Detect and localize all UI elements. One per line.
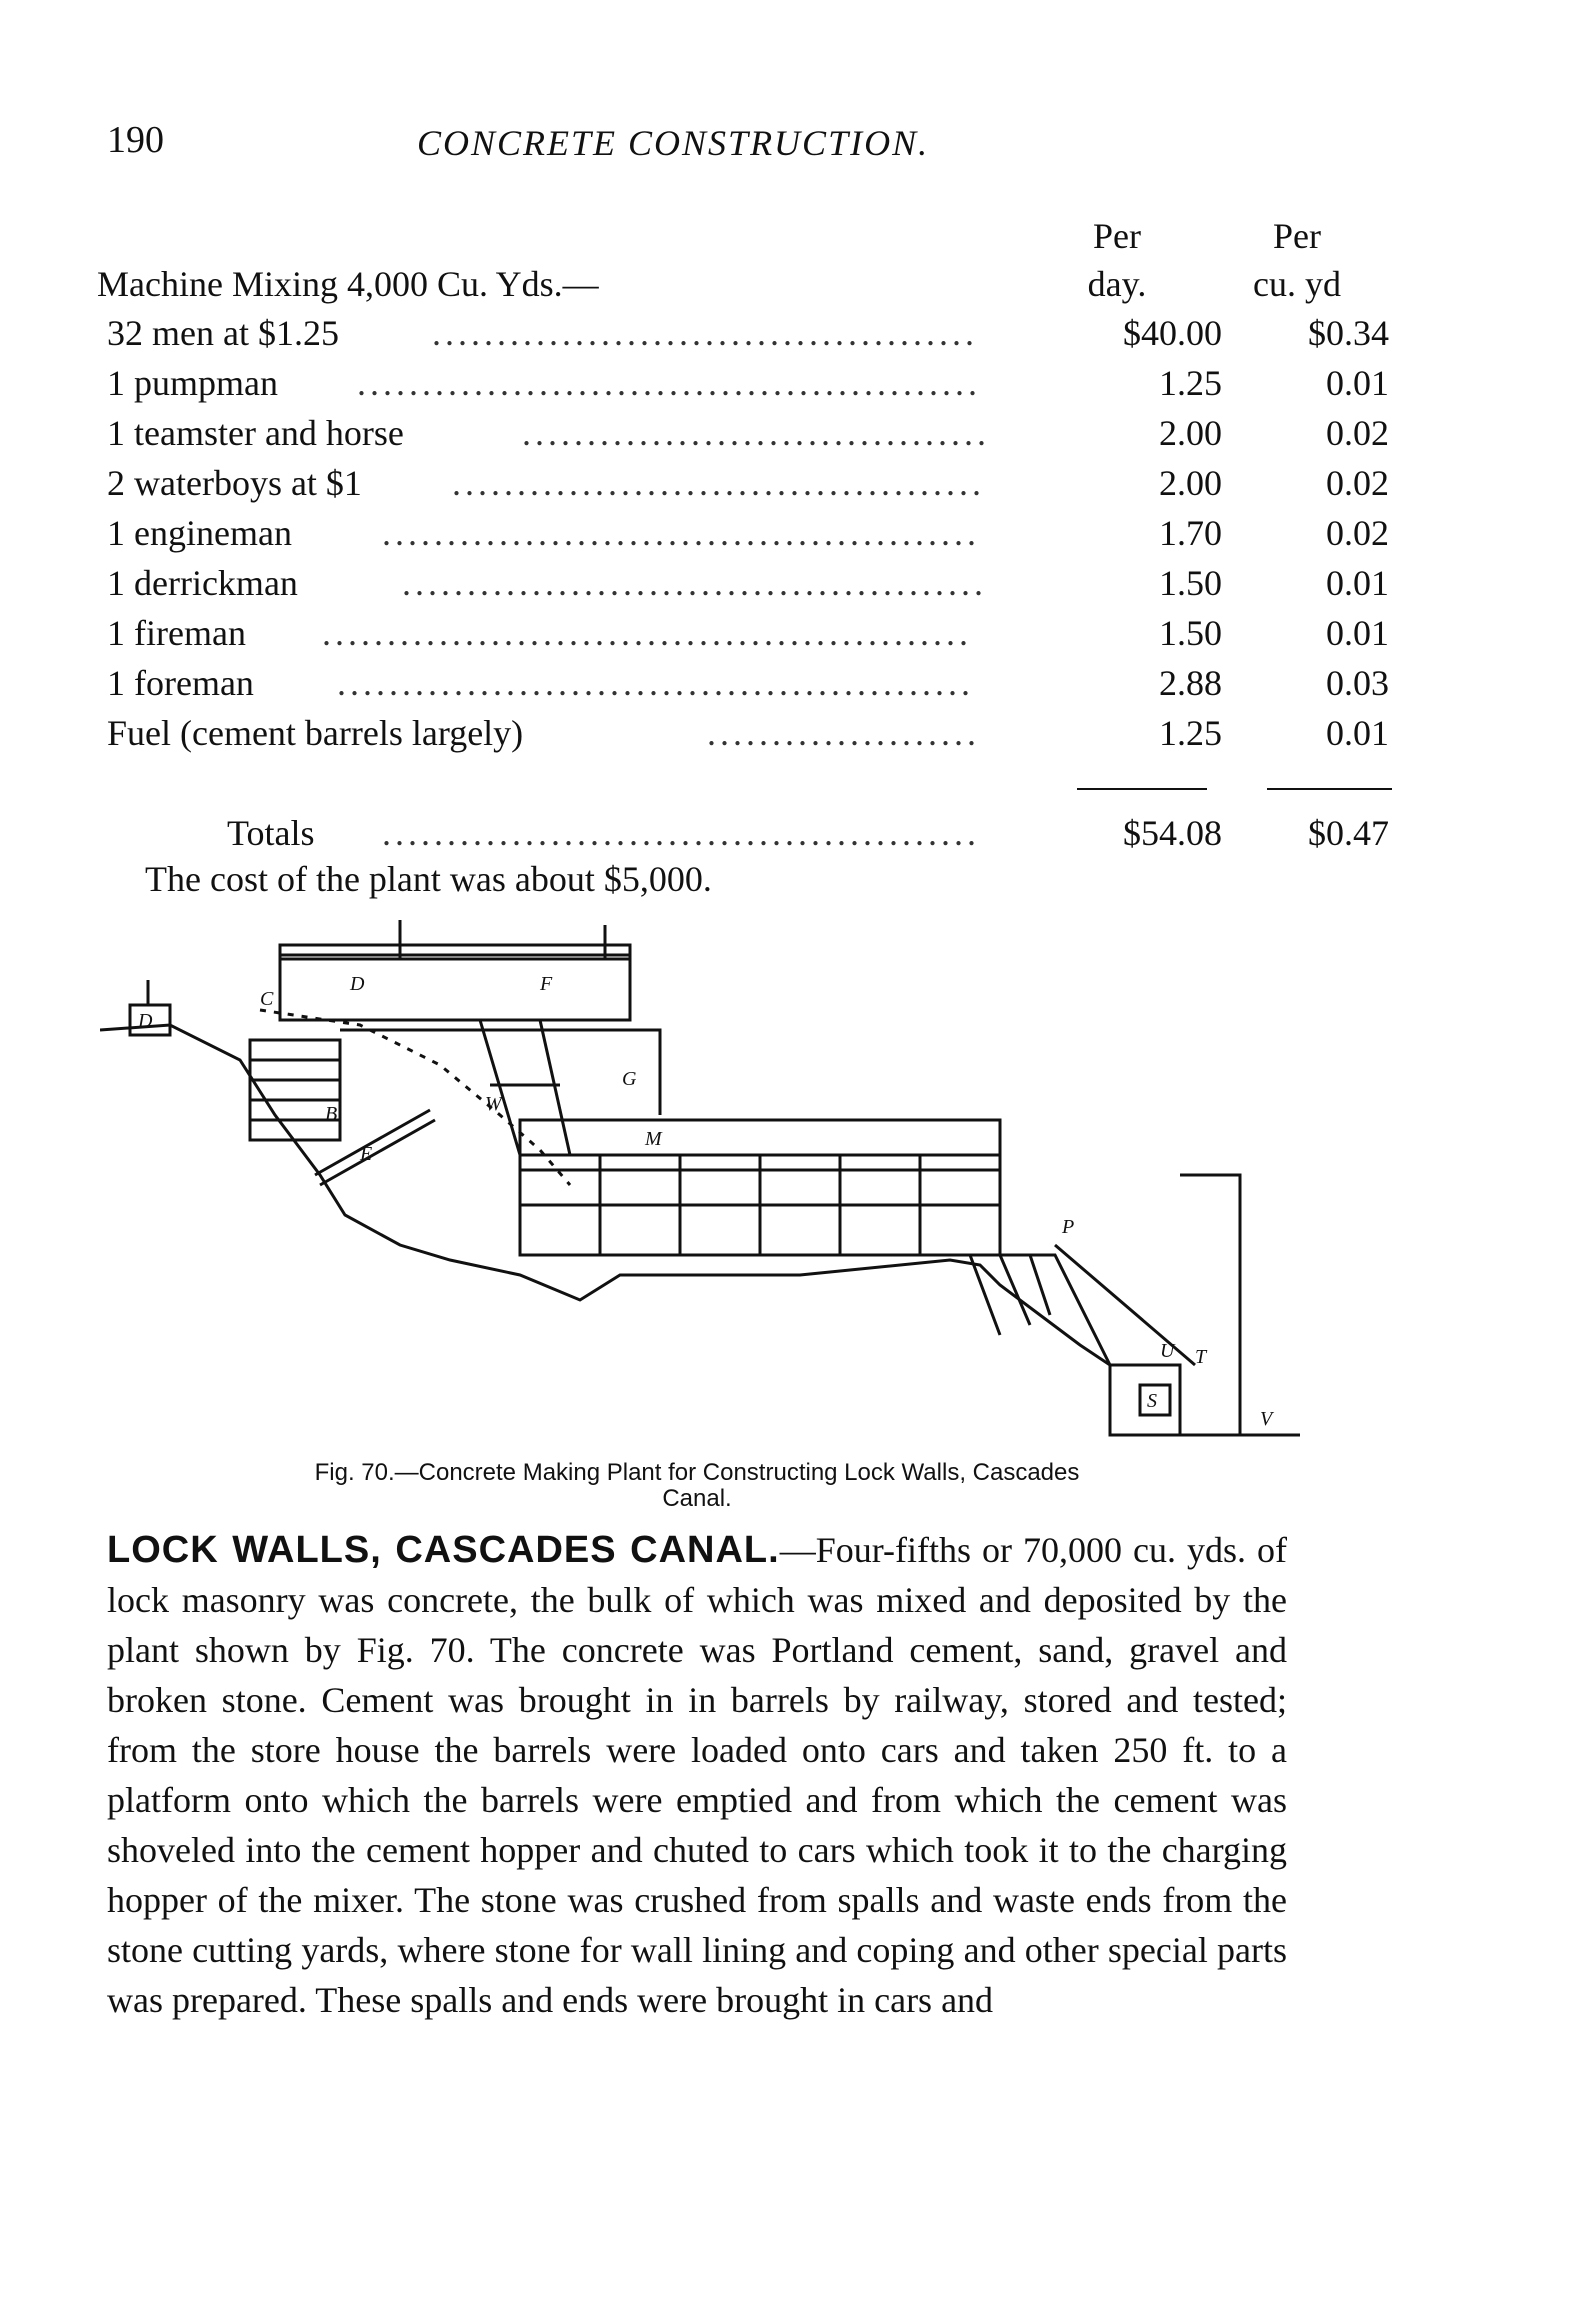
col-per-cuyd-header [1202, 212, 1392, 308]
row-per-day: 1.25 [1159, 713, 1222, 753]
label-g: G [622, 1068, 637, 1090]
sum-rule-per-cuyd [1267, 788, 1392, 790]
row-per-cuyd: 0.01 [1326, 713, 1389, 753]
dot-leader: ............................................. [402, 563, 987, 603]
table-row [107, 362, 1389, 412]
figure-caption [107, 1460, 1287, 1512]
col-per-day-line1: Per [1093, 216, 1141, 256]
dot-leader: .................................................. [322, 613, 972, 653]
table-row [107, 562, 1389, 612]
row-per-cuyd: 0.03 [1326, 663, 1389, 703]
col-per-cuyd-line1: Per [1273, 216, 1321, 256]
row-per-day: 2.00 [1159, 413, 1222, 453]
upper-building [280, 955, 630, 1020]
label-t: T [1195, 1346, 1207, 1368]
row-per-cuyd: $0.34 [1308, 313, 1389, 353]
page-header [107, 118, 1287, 178]
dot-leader: ......................................... [452, 463, 985, 503]
dot-leader: .......................................... [432, 313, 978, 353]
row-per-cuyd: 0.02 [1326, 463, 1389, 503]
label-e: E [360, 1143, 373, 1165]
col-per-cuyd-line2: cu. yd [1253, 264, 1341, 304]
dot-leader: .............................................. [382, 513, 980, 553]
caption-line-2: Canal. [662, 1485, 732, 1512]
row-per-cuyd: 0.02 [1326, 413, 1389, 453]
dot-leader: ................................................ [357, 363, 981, 403]
row-item: Fuel (cement barrels largely) [107, 713, 524, 753]
row-per-day: $40.00 [1123, 313, 1222, 353]
running-head: CONCRETE CONSTRUCTION. [417, 123, 930, 163]
totals-per-day: $54.08 [1123, 813, 1222, 853]
ground-profile [100, 1025, 1300, 1435]
row-item: 1 foreman [107, 663, 254, 703]
label-c: C [260, 988, 274, 1010]
row-per-cuyd: 0.01 [1326, 563, 1389, 603]
row-item: 32 men at $1.25 [107, 313, 339, 353]
caption-line-1: Fig. 70.—Concrete Making Plant for Constructing Lock Walls, Cascades [314, 1459, 1080, 1486]
dot-leader: .............................................. [382, 813, 980, 853]
plant-diagram [100, 915, 1300, 1455]
label-u: U [1160, 1340, 1175, 1362]
row-item: 1 engineman [107, 513, 292, 553]
plant-cost-note: The cost of the plant was about $5,000. [145, 859, 712, 899]
label-s: S [1147, 1390, 1157, 1412]
label-w: W [485, 1093, 502, 1115]
totals-row [107, 812, 1389, 862]
table-row [107, 462, 1389, 512]
table-row [107, 512, 1389, 562]
roof [280, 945, 630, 959]
section-body [107, 1525, 1287, 2025]
dot-leader: ................................................. [337, 663, 974, 703]
row-per-day: 1.70 [1159, 513, 1222, 553]
label-p: P [1062, 1216, 1075, 1238]
row-per-day: 2.00 [1159, 463, 1222, 503]
row-per-cuyd: 0.01 [1326, 613, 1389, 653]
totals-label: Totals [227, 813, 315, 853]
sum-rule-per-day [1077, 788, 1207, 790]
table-row [107, 312, 1389, 362]
col-per-day-line2: day. [1087, 264, 1147, 304]
section-title: LOCK WALLS, CASCADES CANAL. [107, 1529, 780, 1571]
label-m: M [645, 1128, 662, 1150]
table-row [107, 412, 1389, 462]
label-v: V [1260, 1408, 1273, 1430]
row-item: 1 pumpman [107, 363, 278, 403]
row-item: 2 waterboys at $1 [107, 463, 362, 503]
row-per-day: 1.25 [1159, 363, 1222, 403]
dot-leader: .................................... [522, 413, 990, 453]
label-b: B [325, 1103, 338, 1125]
table-row [107, 612, 1389, 662]
table-heading: Machine Mixing 4,000 Cu. Yds.— [97, 264, 599, 304]
table-row [107, 712, 1389, 762]
row-item: 1 derrickman [107, 563, 298, 603]
label-d-upper: D [350, 973, 365, 995]
row-item: 1 teamster and horse [107, 413, 404, 453]
label-f: F [540, 973, 553, 995]
plant-figure [100, 915, 1300, 1455]
col-per-day-header [1012, 212, 1222, 308]
page-number: 190 [107, 119, 164, 161]
row-per-cuyd: 0.02 [1326, 513, 1389, 553]
section-text: —Four-fifths or 70,000 cu. yds. of lock masonry was concrete, the bulk of which was mixed and deposited by the plant shown by Fig. 70. The concrete was Portland cement, sand, gravel and broken stone. Cement was brought in in barrels by railway, stored and tested; from the store house the barrels were loaded onto cars and taken 250 ft. to a platform onto which the barrels were emptied and from which the cement was shoveled into the cement hopper and chuted to cars which took it to the charging hopper of the mixer. The stone was crushed from spalls and waste ends from the stone cutting yards, where stone for wall lining and coping and other special parts was prepared. These spalls and ends were brought in cars and [107, 1530, 1288, 2020]
row-per-day: 2.88 [1159, 663, 1222, 703]
label-d-left: D [138, 1010, 153, 1032]
table-row [107, 662, 1389, 712]
lock-wall [1180, 1175, 1240, 1435]
totals-per-cuyd: $0.47 [1308, 813, 1389, 853]
crib-box [250, 1040, 340, 1140]
row-per-day: 1.50 [1159, 563, 1222, 603]
row-per-cuyd: 0.01 [1326, 363, 1389, 403]
dot-leader: ..................... [707, 713, 980, 753]
row-item: 1 fireman [107, 613, 246, 653]
row-per-day: 1.50 [1159, 613, 1222, 653]
